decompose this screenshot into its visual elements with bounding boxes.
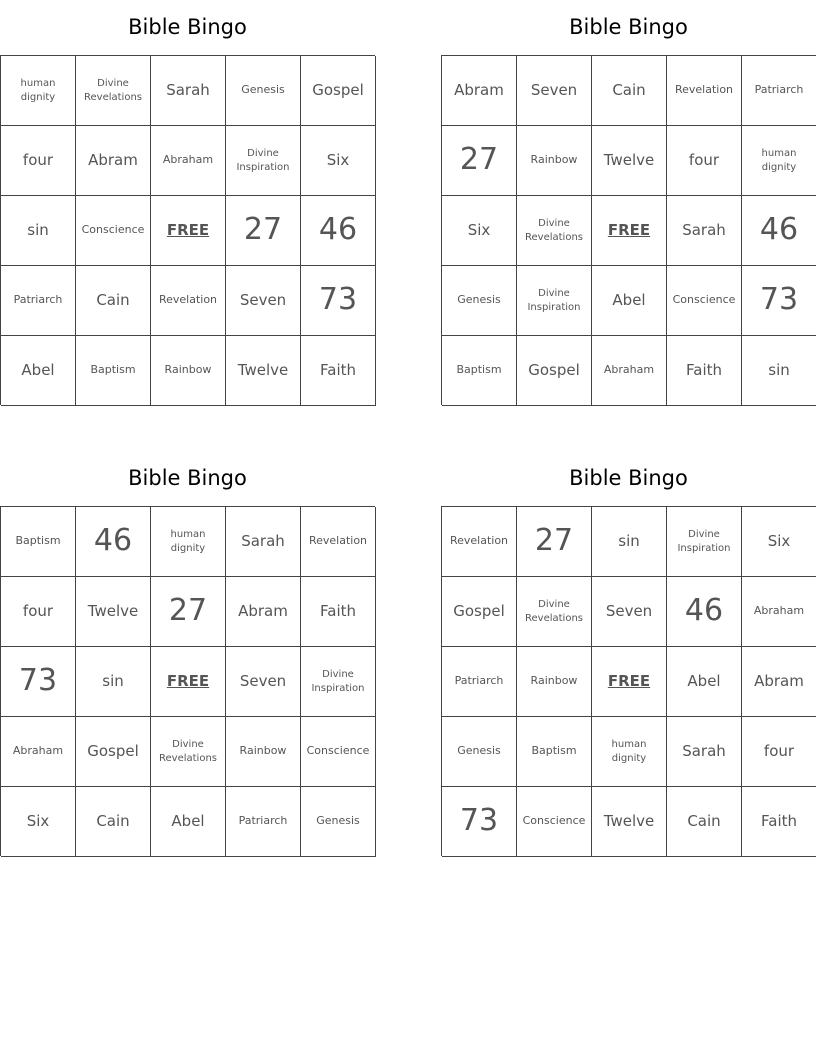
bingo-cell: Abel — [151, 787, 226, 857]
bingo-cell: Conscience — [517, 787, 592, 857]
bingo-cell: Genesis — [442, 717, 517, 787]
bingo-cell: 73 — [1, 647, 76, 717]
bingo-cell: Revelation — [151, 266, 226, 336]
bingo-cell: Six — [1, 787, 76, 857]
bingo-grid — [441, 55, 816, 405]
bingo-cell: 46 — [76, 507, 151, 577]
bingo-cell: Divine Revelations — [76, 56, 151, 126]
bingo-cell: Patriarch — [226, 787, 301, 857]
bingo-cell: Rainbow — [151, 336, 226, 406]
free-space: FREE — [151, 196, 226, 266]
bingo-cell: Baptism — [442, 336, 517, 406]
bingo-cell: four — [742, 717, 816, 787]
bingo-cell: sin — [1, 196, 76, 266]
bingo-cell: Abel — [592, 266, 667, 336]
card-title: Bible Bingo — [569, 15, 688, 39]
bingo-cell: Twelve — [592, 787, 667, 857]
bingo-cell: Rainbow — [226, 717, 301, 787]
bingo-cell: Baptism — [1, 507, 76, 577]
bingo-cell: sin — [76, 647, 151, 717]
bingo-cell: four — [667, 126, 742, 196]
bingo-grid — [441, 506, 816, 856]
free-space: FREE — [592, 647, 667, 717]
bingo-cell: Abraham — [592, 336, 667, 406]
bingo-card-4 — [441, 451, 816, 856]
bingo-cell: human dignity — [742, 126, 816, 196]
bingo-cell: Faith — [301, 336, 376, 406]
bingo-cell: Cain — [592, 56, 667, 126]
bingo-cell: sin — [592, 507, 667, 577]
bingo-cell: Rainbow — [517, 126, 592, 196]
bingo-cell: Six — [742, 507, 816, 577]
bingo-cell: Seven — [226, 266, 301, 336]
bingo-cell: Genesis — [442, 266, 517, 336]
bingo-card-3 — [0, 451, 375, 856]
bingo-cell: Cain — [76, 787, 151, 857]
bingo-cell: human dignity — [151, 507, 226, 577]
bingo-cell: Revelation — [301, 507, 376, 577]
bingo-cell: Patriarch — [442, 647, 517, 717]
card-title: Bible Bingo — [128, 15, 247, 39]
bingo-card-1 — [0, 0, 375, 405]
bingo-cell: Abram — [76, 126, 151, 196]
bingo-cell: Six — [301, 126, 376, 196]
bingo-cell: Abraham — [151, 126, 226, 196]
bingo-cell: Genesis — [226, 56, 301, 126]
bingo-cell: 46 — [301, 196, 376, 266]
bingo-cell: Abraham — [742, 577, 816, 647]
bingo-cell: Abram — [742, 647, 816, 717]
bingo-cell: Cain — [667, 787, 742, 857]
bingo-cell: Gospel — [301, 56, 376, 126]
bingo-cell: Divine Inspiration — [517, 266, 592, 336]
bingo-cell: 27 — [151, 577, 226, 647]
bingo-cell: Divine Revelations — [517, 196, 592, 266]
bingo-cell: 27 — [226, 196, 301, 266]
bingo-cell: Revelation — [442, 507, 517, 577]
bingo-cell: Faith — [742, 787, 816, 857]
bingo-cell: 46 — [667, 577, 742, 647]
bingo-card-2 — [441, 0, 816, 405]
bingo-cell: 27 — [517, 507, 592, 577]
bingo-cell: Divine Inspiration — [301, 647, 376, 717]
card-title: Bible Bingo — [128, 466, 247, 490]
bingo-cell: 73 — [442, 787, 517, 857]
bingo-cell: Sarah — [151, 56, 226, 126]
bingo-cell: Conscience — [76, 196, 151, 266]
bingo-cell: Gospel — [517, 336, 592, 406]
bingo-cell: Twelve — [76, 577, 151, 647]
bingo-cell: Baptism — [517, 717, 592, 787]
free-space: FREE — [151, 647, 226, 717]
bingo-cell: human dignity — [1, 56, 76, 126]
bingo-cell: Patriarch — [1, 266, 76, 336]
bingo-cell: Six — [442, 196, 517, 266]
bingo-cell: four — [1, 577, 76, 647]
bingo-cell: Abel — [1, 336, 76, 406]
bingo-cell: Abel — [667, 647, 742, 717]
bingo-cell: Genesis — [301, 787, 376, 857]
bingo-cell: human dignity — [592, 717, 667, 787]
bingo-cell: Faith — [301, 577, 376, 647]
bingo-cell: Abram — [442, 56, 517, 126]
bingo-cell: Sarah — [226, 507, 301, 577]
bingo-cell: Divine Inspiration — [667, 507, 742, 577]
bingo-cell: Faith — [667, 336, 742, 406]
bingo-cell: Abram — [226, 577, 301, 647]
bingo-cell: Seven — [517, 56, 592, 126]
bingo-cell: 73 — [742, 266, 816, 336]
bingo-cell: sin — [742, 336, 816, 406]
bingo-cell: Conscience — [301, 717, 376, 787]
bingo-cell: Sarah — [667, 717, 742, 787]
bingo-cell: Divine Revelations — [151, 717, 226, 787]
bingo-cell: Conscience — [667, 266, 742, 336]
bingo-cell: Revelation — [667, 56, 742, 126]
bingo-cell: Gospel — [76, 717, 151, 787]
bingo-grid — [0, 55, 375, 405]
bingo-cell: Divine Revelations — [517, 577, 592, 647]
bingo-cell: Twelve — [592, 126, 667, 196]
bingo-cell: Rainbow — [517, 647, 592, 717]
bingo-cell: Patriarch — [742, 56, 816, 126]
card-title: Bible Bingo — [569, 466, 688, 490]
bingo-cell: Sarah — [667, 196, 742, 266]
bingo-cell: 27 — [442, 126, 517, 196]
bingo-cell: Divine Inspiration — [226, 126, 301, 196]
bingo-cell: 46 — [742, 196, 816, 266]
bingo-cell: 73 — [301, 266, 376, 336]
bingo-cell: Cain — [76, 266, 151, 336]
free-space: FREE — [592, 196, 667, 266]
bingo-cell: Baptism — [76, 336, 151, 406]
bingo-cell: Seven — [226, 647, 301, 717]
bingo-cell: four — [1, 126, 76, 196]
bingo-cell: Abraham — [1, 717, 76, 787]
bingo-cell: Gospel — [442, 577, 517, 647]
bingo-grid — [0, 506, 375, 856]
bingo-cell: Twelve — [226, 336, 301, 406]
bingo-cell: Seven — [592, 577, 667, 647]
